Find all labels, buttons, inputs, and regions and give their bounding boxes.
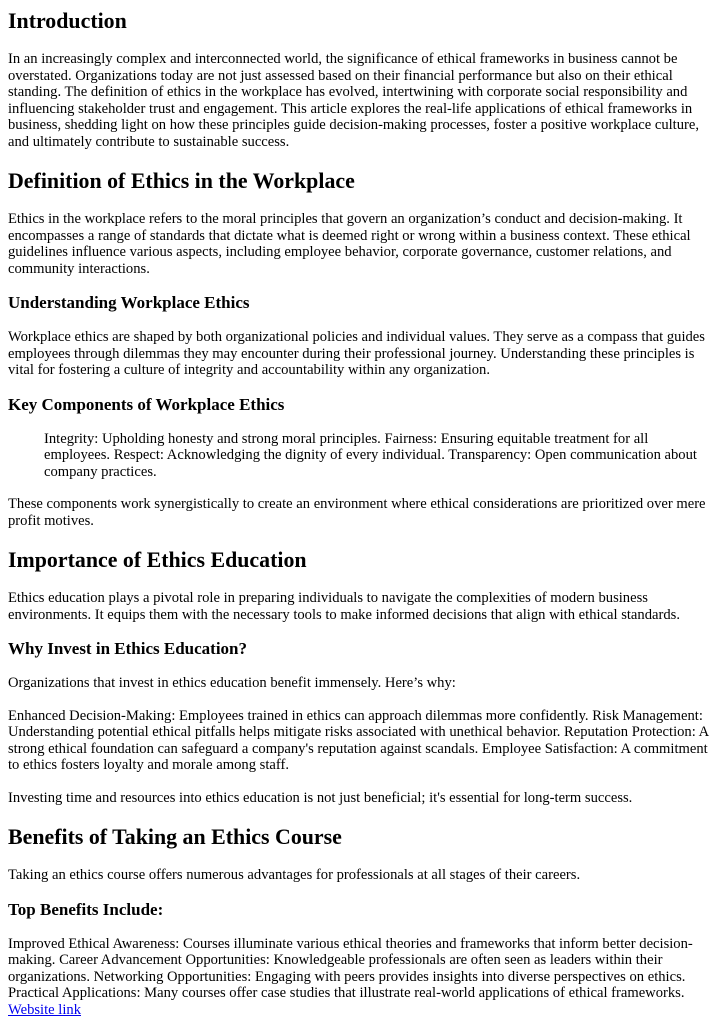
- why-invest-conclusion: Investing time and resources into ethics education is not just beneficial; it's essential for long-term success.: [8, 789, 633, 806]
- heading-introduction: Introduction: [8, 8, 127, 33]
- key-components-paragraph: These components work synergistically to create an environment where ethical considerations are prioritized over mere profit motives.: [8, 496, 706, 529]
- introduction-paragraph: In an increasingly complex and interconnected world, the significance of ethical frameworks in business cannot be overstated. Organizations today are not just assessed based on their financial performance but also on their ethical standing. The definition of ethics in the workplace has evolved, intertwining with corporate social responsibility and influencing stakeholder trust and engagement. This article explores the real-life applications of ethical frameworks in business, shedding light on how these principles guide decision-making processes, foster a positive workplace culture, and ultimately contribute to sustainable success.: [8, 51, 700, 150]
- top-benefits-paragraph: [8, 936, 712, 1019]
- heading-why-invest: Why Invest in Ethics Education?: [8, 639, 247, 658]
- heading-benefits-of-ethics-course: Benefits of Taking an Ethics Course: [8, 824, 342, 849]
- website-link[interactable]: Website link: [8, 1001, 81, 1018]
- article: [0, 8, 720, 1018]
- key-components-quote: Integrity: Upholding honesty and strong moral principles. Fairness: Ensuring equitable treatment for all employees. Respect: Acknowledging the dignity of every individual. Transparency: Open communication about company practices.: [44, 430, 697, 480]
- heading-importance-of-ethics-education: Importance of Ethics Education: [8, 547, 307, 572]
- top-benefits-text: Improved Ethical Awareness: Courses illuminate various ethical theories and frameworks that inform better decision-making. Career Advancement Opportunities: Knowledgeable professionals are often seen as leaders within their organizations. Networking Opportunities: Engaging with peers provides insights into diverse perspectives on ethics. Practical Applications: Many courses offer case studies that illustrate real-world applications of ethical frameworks.: [8, 935, 693, 1001]
- why-invest-intro: Organizations that invest in ethics education benefit immensely. Here’s why:: [8, 675, 456, 691]
- heading-key-components: Key Components of Workplace Ethics: [8, 394, 285, 414]
- importance-paragraph: Ethics education plays a pivotal role in preparing individuals to navigate the complexities of modern business environments. It equips them with the necessary tools to make informed decisions that align with ethical standards.: [8, 590, 680, 623]
- heading-top-benefits: Top Benefits Include:: [8, 899, 164, 919]
- heading-definition-of-ethics: Definition of Ethics in the Workplace: [8, 168, 355, 193]
- benefits-paragraph: Taking an ethics course offers numerous advantages for professionals at all stages of their careers.: [8, 867, 581, 883]
- why-invest-reasons: Enhanced Decision-Making: Employees trained in ethics can approach dilemmas more confidently. Risk Management: Understanding potential ethical pitfalls helps mitigate risks associated with unethical behavior. Reputation Protection: A strong ethical foundation can safeguard a company's reputation against scandals. Employee Satisfaction: A commitment to ethics fosters loyalty and morale among staff.: [8, 707, 709, 773]
- heading-understanding-workplace-ethics: Understanding Workplace Ethics: [8, 293, 250, 312]
- definition-paragraph: Ethics in the workplace refers to the moral principles that govern an organization’s conduct and decision-making. It encompasses a range of standards that dictate what is deemed right or wrong within a business context. These ethical guidelines influence various aspects, including employee behavior, corporate governance, customer relations, and community interactions.: [8, 211, 691, 277]
- understanding-paragraph: Workplace ethics are shaped by both organizational policies and individual values. They serve as a compass that guides employees through dilemmas they may encounter during their professional journey. Understanding these principles is vital for fostering a culture of integrity and accountability within any organization.: [8, 329, 705, 378]
